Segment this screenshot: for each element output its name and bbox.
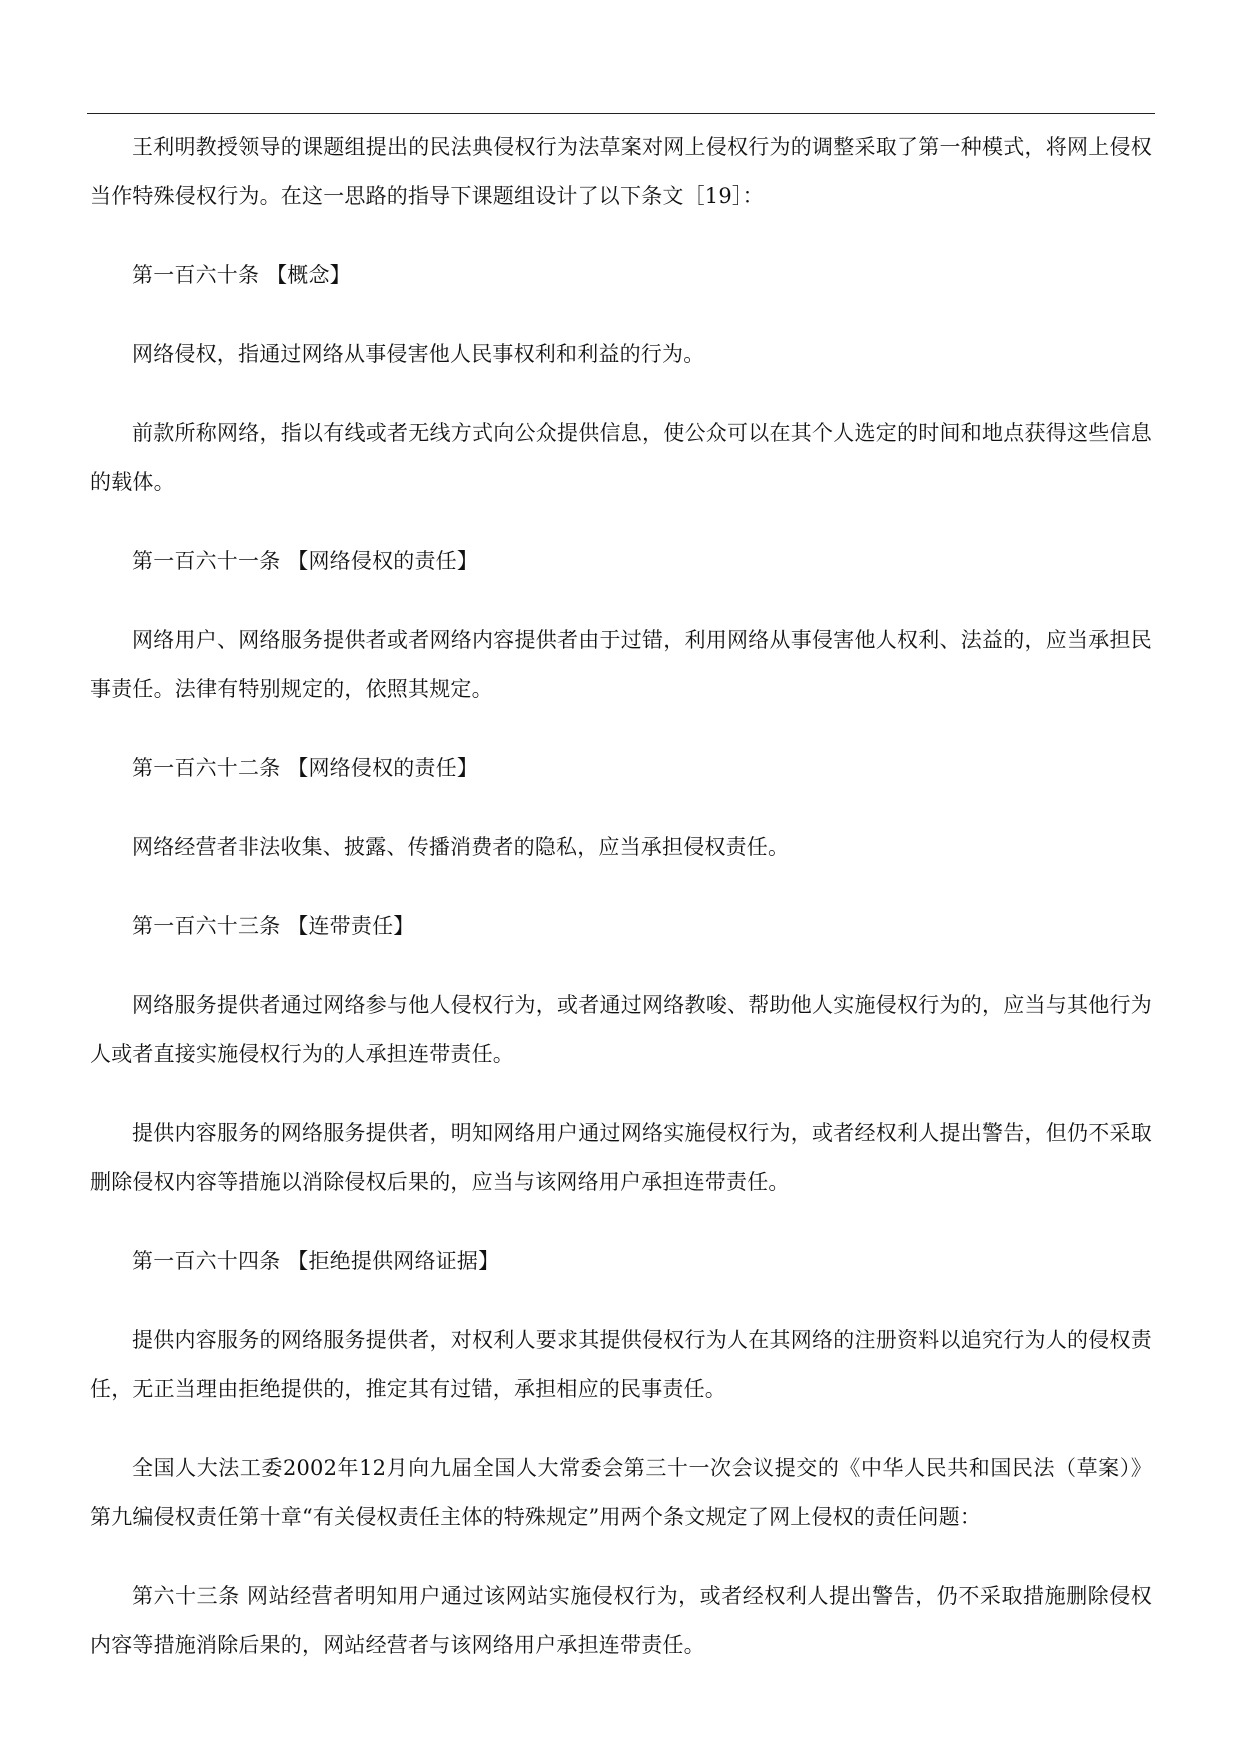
article-heading-162: 第一百六十二条 【网络侵权的责任】	[132, 756, 479, 780]
header-rule	[87, 113, 1155, 114]
paragraph: 网络服务提供者通过网络参与他人侵权行为，或者通过网络教唆、帮助他人实施侵权行为的，应当与其他行为人或者直接实施侵权行为的人承担连带责任。	[90, 993, 1152, 1066]
document-body	[90, 123, 1152, 1670]
paragraph: 全国人大法工委2002年12月向九届全国人大常委会第三十一次会议提交的《中华人民共和国民法（草案）》第九编侵权责任第十章“有关侵权责任主体的特殊规定”用两个条文规定了网上侵权的责任问题：	[90, 1456, 1152, 1529]
article-heading-163: 第一百六十三条 【连带责任】	[132, 914, 415, 938]
paragraph: 网络侵权，指通过网络从事侵害他人民事权利和利益的行为。	[132, 342, 705, 366]
paragraph: 网络用户、网络服务提供者或者网络内容提供者由于过错，利用网络从事侵害他人权利、法益的，应当承担民事责任。法律有特别规定的，依照其规定。	[90, 628, 1152, 701]
article-heading-164: 第一百六十四条 【拒绝提供网络证据】	[132, 1249, 500, 1273]
paragraph-intro: 王利明教授领导的课题组提出的民法典侵权行为法草案对网上侵权行为的调整采取了第一种模式，将网上侵权当作特殊侵权行为。在这一思路的指导下课题组设计了以下条文［19］：	[90, 135, 1152, 208]
paragraph: 提供内容服务的网络服务提供者，明知网络用户通过网络实施侵权行为，或者经权利人提出警告，但仍不采取删除侵权内容等措施以消除侵权后果的，应当与该网络用户承担连带责任。	[90, 1121, 1152, 1194]
article-heading-161: 第一百六十一条 【网络侵权的责任】	[132, 549, 479, 573]
paragraph: 前款所称网络，指以有线或者无线方式向公众提供信息，使公众可以在其个人选定的时间和地点获得这些信息的载体。	[90, 421, 1152, 494]
paragraph: 网络经营者非法收集、披露、传播消费者的隐私，应当承担侵权责任。	[132, 835, 790, 859]
article-heading-160: 第一百六十条 【概念】	[132, 263, 351, 287]
paragraph: 第六十三条 网站经营者明知用户通过该网站实施侵权行为，或者经权利人提出警告，仍不采取措施删除侵权内容等措施消除后果的，网站经营者与该网络用户承担连带责任。	[90, 1584, 1152, 1657]
paragraph: 提供内容服务的网络服务提供者，对权利人要求其提供侵权行为人在其网络的注册资料以追究行为人的侵权责任，无正当理由拒绝提供的，推定其有过错，承担相应的民事责任。	[90, 1328, 1152, 1401]
